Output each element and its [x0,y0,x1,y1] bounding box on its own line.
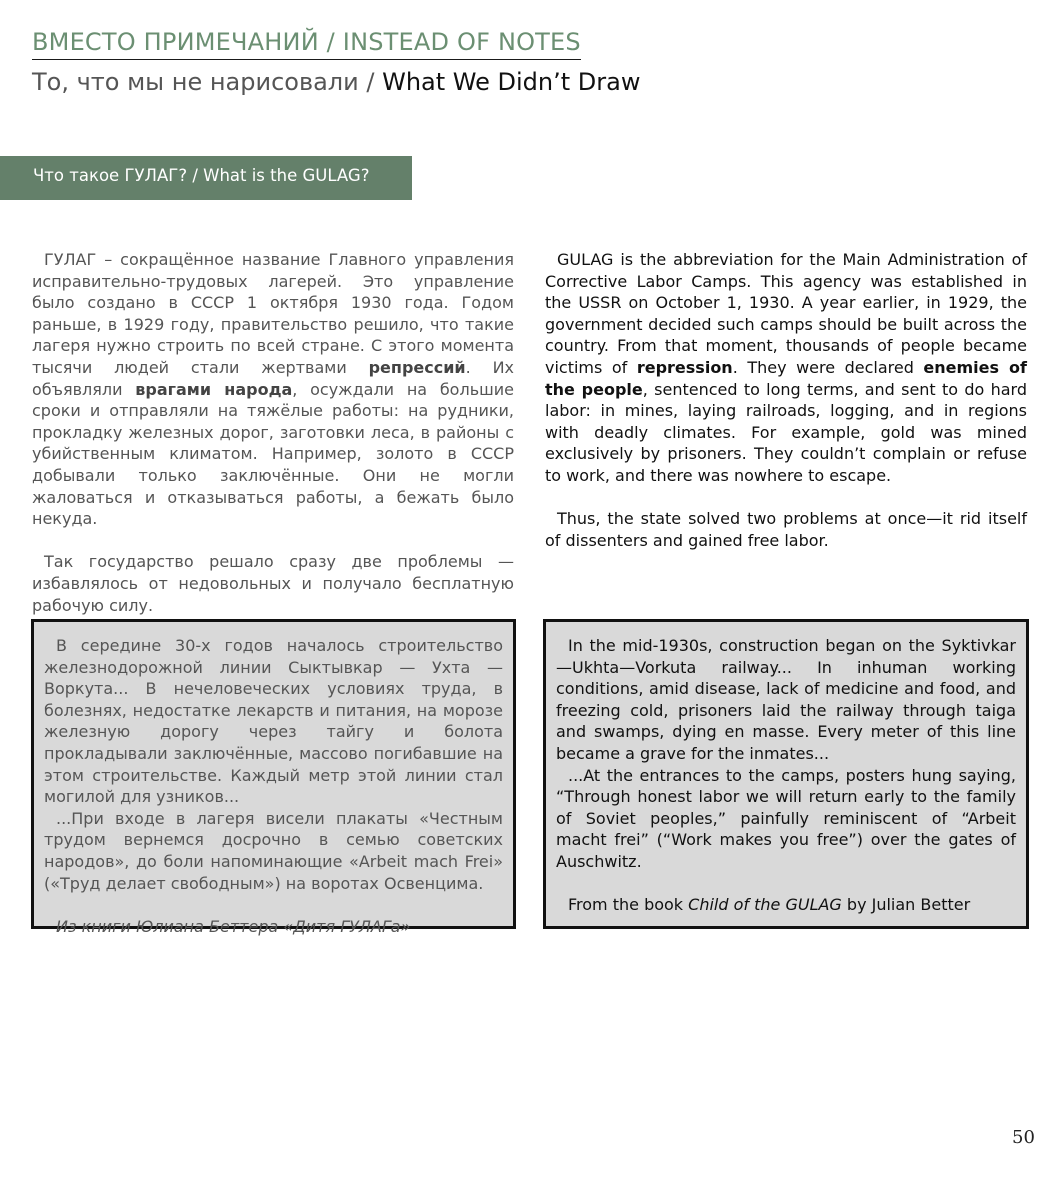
russian-paragraph-1: ГУЛАГ – сокращённое название Главного управления исправительно-трудовых лагерей. Это управление было создано в СССР 1 октября 1930 года. Годом раньше, в 1929 году, правительство решило, что такие лагеря нужно строить по всей стране. С этого момента тысячи людей стали жертвами репрессий. Их объявляли врагами народа, осуждали на большие сроки и отправляли на тяжёлые работы: на рудники, прокладку железных дорог, заготовки леса, в районы с убийственным климатом. Например, золото в СССР добывали только заключённые. Они не могли жаловаться и отказываться работы, а бежать было некуда. [32,250,515,529]
quote-en-source: From the book Child of the GULAG by Julian Better [568,895,971,915]
section-heading [32,28,581,60]
quote-en-paragraph-1: In the mid-1930s, construction began on the Syktivkar—Ukhta—Vorkuta railway... In inhuman working conditions, amid disease, lack of medicine and food, and freezing cold, prisoners laid the railway through taiga and swamps, dying en masse. Every meter of this line became a grave for the inmates... [556,636,1016,763]
page-number: 50 [1012,1127,1035,1148]
page-title-en: What We Didn’t Draw [382,68,641,96]
term-enemies-of-the-people-ru: врагами народа [135,379,293,399]
term-repression: repression [636,357,733,377]
gulag-question-banner: Что такое ГУЛАГ? / What is the GULAG? [0,156,412,200]
english-text-column [545,249,1027,551]
russian-text-column [32,249,514,616]
quote-en-paragraph-2: ...At the entrances to the camps, posters hung saying, “Through honest labor we will return early to the family of Soviet peoples,” painfully reminiscent of “Arbeit macht frei” (“Work makes you free”) over the gates of Auschwitz. [556,765,1016,871]
russian-paragraph-2: Так государство решало сразу две проблемы — избавлялось от недовольных и получало бесплатную рабочую силу. [32,552,514,615]
section-heading-ru: ВМЕСТО ПРИМЕЧАНИЙ [32,28,319,56]
page-title-ru: То, что мы не нарисовали [32,68,359,96]
english-paragraph-2: Thus, the state solved two problems at once—it rid itself of dissenters and gained free labor. [545,509,1027,550]
quote-box-russian [31,619,516,936]
section-heading-separator: / [318,28,343,56]
term-enemies-of-the-people-en: enemies of the people [545,357,1027,399]
quote-ru-paragraph-2: ...При входе в лагеря висели плакаты «Честным трудом вернемся досрочно в семью советских народов», до боли напоминающие «Arbeit mach Frei» («Труд делает свободным») на воротах Освенцима. [44,808,503,893]
quote-ru-paragraph-1: В середине 30-х годов началось строительство железнодорожной линии Сыктывкар — Ухта — Воркута... В нечеловеческих условиях труда, в болезнях, недостатке лекарств и питания, на морозе железную дорогу через тайгу и болота прокладывали заключённые, массово погибавшие на этом строительстве. Каждый метр этой линии стал могилой для узников... [44,636,503,807]
page-title [32,68,640,97]
quote-box-english [543,619,1029,929]
book-title: Child of the GULAG [688,895,842,915]
section-heading-en: INSTEAD OF NOTES [342,28,581,56]
page-title-separator: / [358,68,383,96]
term-repressions: репрессий [368,357,466,377]
english-paragraph-1: GULAG is the abbreviation for the Main Administration of Corrective Labor Camps. This agency was established in the USSR on October 1, 1930. A year earlier, in 1929, the government decided such camps should be built across the country. From that moment, thousands of people became victims of repression. They were declared enemies of the people, sentenced to long terms, and sent to do hard labor: in mines, laying railroads, logging, and in regions with deadly climates. For example, gold was mined exclusively by prisoners. They couldn’t complain or refuse to work, and there was nowhere to escape. [545,250,1028,485]
quote-ru-source: Из книги Юлиана Беттера «Дитя ГУЛАГа» [56,916,411,936]
